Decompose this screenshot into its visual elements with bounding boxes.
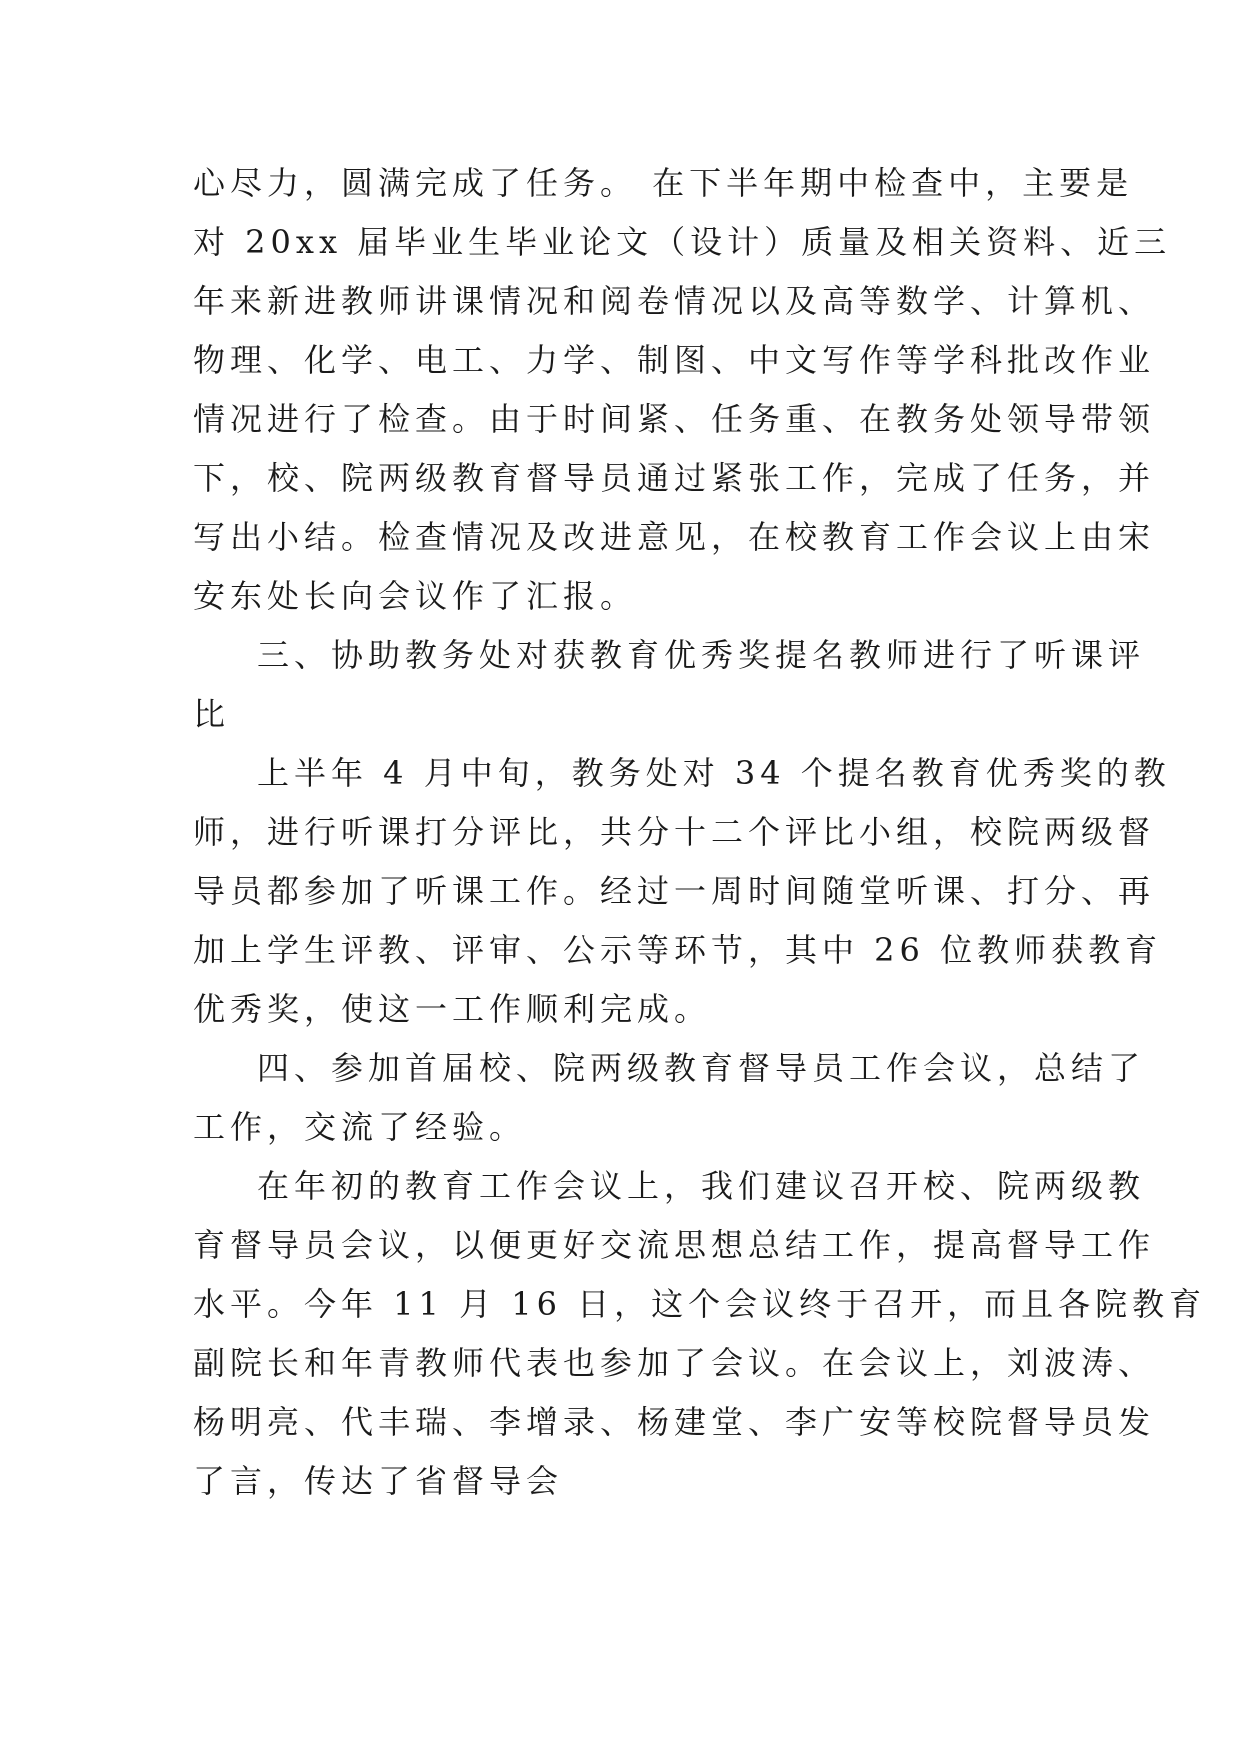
text-line: 了言，传达了省督导会 [193, 1462, 564, 1500]
section-heading-line: 比 [193, 695, 231, 733]
text-line: 加上学生评教、评审、公示等环节，其中 26 位教师获教育 [193, 931, 1163, 969]
text-line: 水平。今年 11 月 16 日，这个会议终于召开，而且各院教育 [193, 1285, 1207, 1323]
text-line: 情况进行了检查。由于时间紧、任务重、在教务处领导带领 [193, 400, 1156, 438]
text-line: 上半年 4 月中旬，教务处对 34 个提名教育优秀奖的教 [257, 754, 1171, 792]
text-line: 育督导员会议，以便更好交流思想总结工作，提高督导工作 [193, 1226, 1156, 1264]
text-line: 对 20xx 届毕业生毕业论文（设计）质量及相关资料、近三 [193, 223, 1172, 261]
text-line: 在年初的教育工作会议上，我们建议召开校、院两级教 [257, 1167, 1146, 1205]
section-heading-line: 三、协助教务处对获教育优秀奖提名教师进行了听课评 [257, 636, 1146, 674]
section-heading-line: 四、参加首届校、院两级教育督导员工作会议，总结了 [257, 1049, 1146, 1087]
text-line: 杨明亮、代丰瑞、李增录、杨建堂、李广安等校院督导员发 [193, 1403, 1156, 1441]
text-line: 年来新进教师讲课情况和阅卷情况以及高等数学、计算机、 [193, 282, 1156, 320]
text-line: 物理、化学、电工、力学、制图、中文写作等学科批改作业 [193, 341, 1156, 379]
text-line: 安东处长向会议作了汇报。 [193, 577, 638, 615]
text-line: 写出小结。检查情况及改进意见，在校教育工作会议上由宋 [193, 518, 1156, 556]
text-line: 师，进行听课打分评比，共分十二个评比小组，校院两级督 [193, 813, 1156, 851]
text-line: 导员都参加了听课工作。经过一周时间随堂听课、打分、再 [193, 872, 1156, 910]
text-line: 优秀奖，使这一工作顺利完成。 [193, 990, 712, 1028]
section-heading-line: 工作，交流了经验。 [193, 1108, 527, 1146]
text-line: 下，校、院两级教育督导员通过紧张工作，完成了任务，并 [193, 459, 1156, 497]
document-body [193, 154, 1207, 1511]
text-line: 心尽力，圆满完成了任务。 在下半年期中检查中，主要是 [193, 164, 1134, 202]
text-line: 副院长和年青教师代表也参加了会议。在会议上，刘波涛、 [193, 1344, 1156, 1382]
